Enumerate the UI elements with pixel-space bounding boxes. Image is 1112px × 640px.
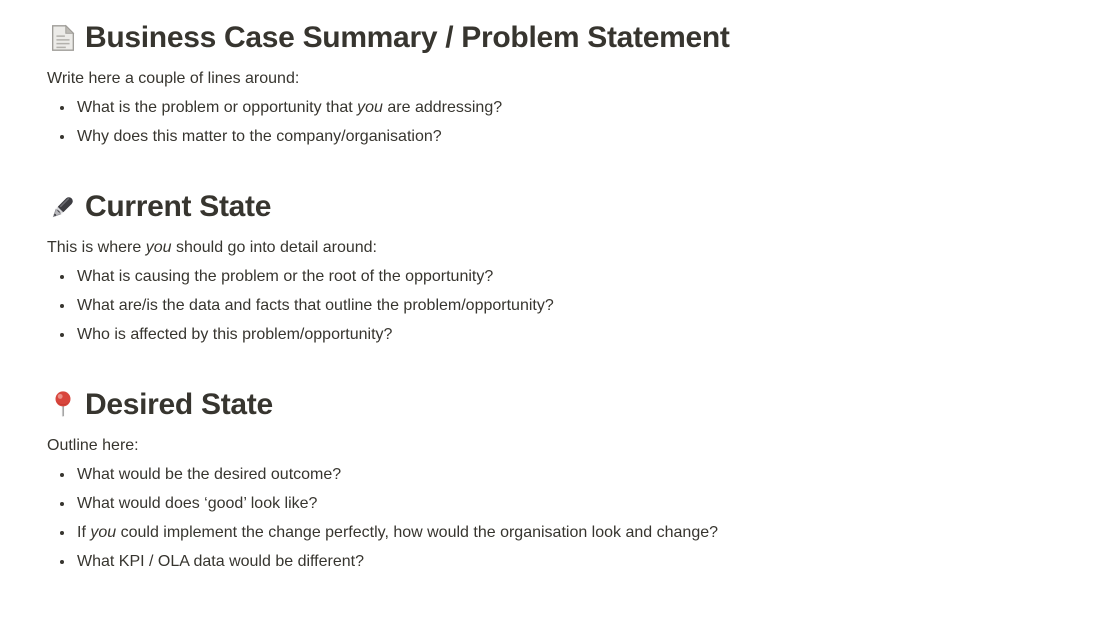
text-run: should go into detail around: (171, 239, 377, 256)
bullet-list (47, 264, 1072, 347)
section-intro (47, 236, 1072, 260)
section-title: Current State (85, 190, 272, 223)
text-run: Outline here: (47, 437, 139, 454)
text-run: Write here a couple of lines around: (47, 70, 300, 87)
section-heading (47, 187, 1072, 226)
text-run: Who is affected by this problem/opportunity? (77, 326, 393, 343)
document-section (47, 385, 1072, 574)
italic-text: you (145, 239, 172, 256)
list-item (75, 124, 1072, 149)
list-item (75, 293, 1072, 318)
document-section (47, 187, 1072, 347)
list-item (75, 95, 1072, 120)
text-run: What is the problem or opportunity that (77, 99, 358, 116)
list-item (75, 549, 1072, 574)
italic-text: you (357, 99, 383, 116)
list-item (75, 462, 1072, 487)
bullet-list (47, 95, 1072, 149)
italic-text: you (90, 524, 117, 541)
section-title: Desired State (85, 388, 273, 421)
bullet-list (47, 462, 1072, 574)
text-run: What would be the desired outcome? (77, 466, 342, 483)
text-run: What would does ‘good’ look like? (77, 495, 318, 512)
section-intro (47, 67, 1072, 91)
text-run: This is where (47, 239, 146, 256)
text-run: could implement the change perfectly, how would the organisation look and change? (116, 524, 719, 541)
section-title: Business Case Summary / Problem Statement (85, 21, 730, 54)
fountain-pen-icon (47, 191, 79, 223)
section-intro (47, 434, 1072, 458)
text-run: What KPI / OLA data would be different? (77, 553, 364, 570)
text-run: Why does this matter to the company/organisation? (77, 128, 442, 145)
section-heading (47, 18, 1072, 57)
document-section (47, 18, 1072, 149)
text-run: What are/is the data and facts that outline the problem/opportunity? (77, 297, 554, 314)
text-run: If (77, 524, 91, 541)
text-run: are addressing? (382, 99, 503, 116)
round-pushpin-icon (47, 389, 79, 421)
list-item (75, 520, 1072, 545)
list-item (75, 491, 1072, 516)
text-run: What is causing the problem or the root of the opportunity? (77, 268, 494, 285)
section-heading (47, 385, 1072, 424)
page-document-icon (47, 22, 79, 54)
list-item (75, 322, 1072, 347)
list-item (75, 264, 1072, 289)
